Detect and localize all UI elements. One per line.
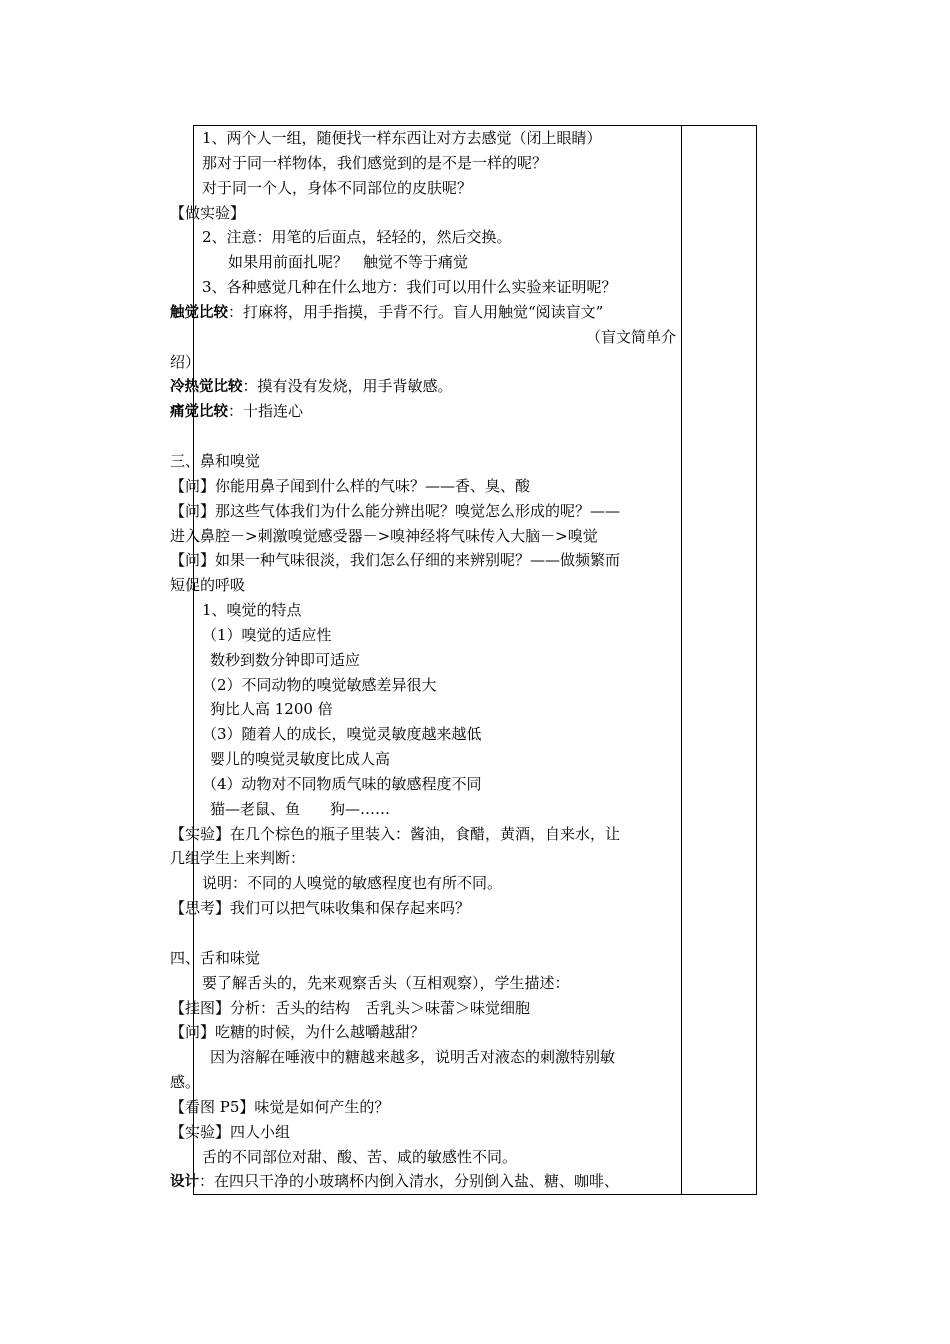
column-divider	[681, 125, 682, 1195]
bold-label: 设计	[170, 1174, 199, 1191]
text-line: 说明：不同的人嗅觉的敏感程度也有所不同。	[202, 874, 503, 893]
text-line: 几组学生上来判断：	[170, 849, 306, 868]
text-line: 狗比人高 1200 倍	[210, 700, 333, 719]
text-line: 【问】你能用鼻子闻到什么样的气味？——香、臭、酸	[170, 476, 531, 495]
text-line: （盲文简单介	[585, 327, 676, 346]
text-line: 绍）	[170, 352, 201, 371]
text-line: （4）动物对不同物质气味的敏感程度不同	[202, 774, 482, 793]
text-line: （1）嗅觉的适应性	[202, 625, 332, 644]
text-line: 数秒到数分钟即可适应	[210, 650, 361, 669]
text-line: 【看图 P5】味觉是如何产生的？	[170, 1097, 390, 1116]
section-heading: 三、鼻和嗅觉	[170, 451, 261, 470]
text-line	[170, 399, 676, 424]
text-line: 要了解舌头的，先来观察舌头（互相观察），学生描述：	[202, 973, 570, 992]
text-line: 【实验】在几个棕色的瓶子里装入：酱油，食醋，黄酒，自来水，让	[170, 824, 621, 843]
text-line: 【思考】我们可以把气味收集和保存起来吗？	[170, 899, 471, 918]
text-line: 【实验】四人小组	[170, 1122, 291, 1141]
text-line: 猫—老鼠、鱼 狗—……	[210, 799, 391, 818]
text-line: 因为溶解在唾液中的糖越来越多，说明舌对液态的刺激特别敏	[210, 1048, 616, 1067]
text-line: 【问】如果一种气味很淡，我们怎么仔细的来辨别呢？——做频繁而	[170, 551, 621, 570]
text-line: 舌的不同部位对甜、酸、苦、咸的敏感性不同。	[202, 1147, 518, 1166]
text-line: 如果用前面扎呢？ 触觉不等于痛觉	[228, 253, 469, 272]
blank-line	[170, 424, 676, 449]
text-line	[170, 374, 676, 399]
text-line: 【做实验】	[170, 203, 246, 222]
bold-label: 痛觉比较	[170, 404, 228, 421]
text-line: 婴儿的嗅觉灵敏度比成人高	[210, 750, 391, 769]
text-line: （3）随着人的成长，嗅觉灵敏度越来越低	[202, 725, 482, 744]
text-line: 【问】吃糖的时候，为什么越嚼越甜？	[170, 1023, 426, 1042]
section-heading: 四、舌和味觉	[170, 948, 261, 967]
text-line	[170, 300, 676, 325]
text-line: 【问】那这些气体我们为什么能分辨出呢？嗅觉怎么形成的呢？——	[170, 501, 621, 520]
text-line: 进入鼻腔－>刺激嗅觉感受器－>嗅神经将气味传入大脑－>嗅觉	[170, 526, 598, 545]
text-line: 【挂图】分析：舌头的结构 舌乳头＞味蕾＞味觉细胞	[170, 998, 531, 1017]
line-text: ：摸有没有发烧，用手背敏感。	[242, 377, 453, 396]
text-line: 3、各种感觉几种在什么地方：我们可以用什么实验来证明呢？	[202, 278, 617, 297]
text-line	[170, 1169, 676, 1194]
text-line: 对于同一个人，身体不同部位的皮肤呢？	[202, 178, 473, 197]
lesson-content	[170, 126, 676, 1194]
text-line: 感。	[170, 1073, 201, 1092]
bold-label: 冷热觉比较	[170, 379, 243, 396]
line-text: ：打麻将，用手指摸，手背不行。盲人用触觉“阅读盲文”	[228, 302, 604, 321]
line-text: ：十指连心	[228, 402, 304, 421]
text-line: （2）不同动物的嗅觉敏感差异很大	[202, 675, 437, 694]
text-line: 1、两个人一组，随便找一样东西让对方去感觉（闭上眼睛）	[202, 129, 602, 147]
blank-line	[170, 921, 676, 946]
text-line: 短促的呼吸	[170, 576, 246, 595]
text-line: 2、注意：用笔的后面点，轻轻的，然后交换。	[202, 228, 512, 247]
text-line: 1、嗅觉的特点	[202, 601, 302, 620]
text-line: 那对于同一样物体，我们感觉到的是不是一样的呢？	[202, 153, 548, 172]
bold-label: 触觉比较	[170, 304, 228, 321]
line-text: ：在四只干净的小玻璃杯内倒入清水，分别倒入盐、糖、咖啡、	[199, 1172, 620, 1191]
